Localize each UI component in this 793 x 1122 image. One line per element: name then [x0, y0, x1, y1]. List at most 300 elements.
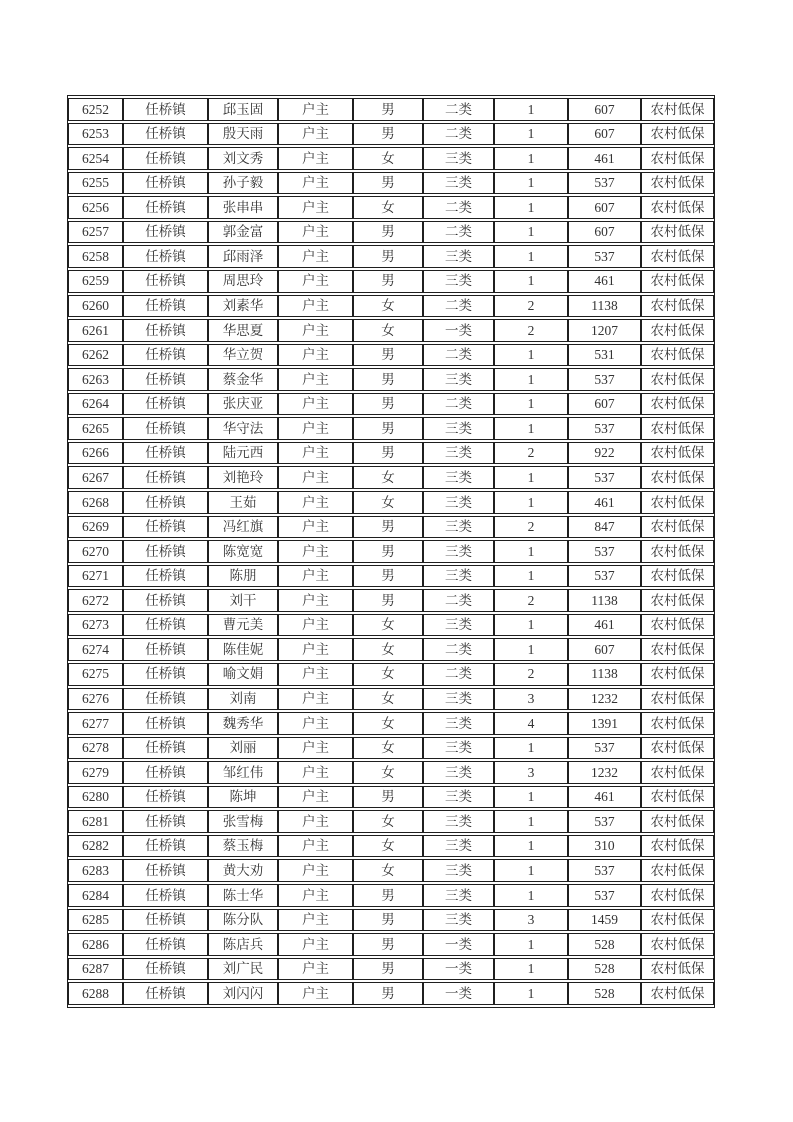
cell-category: 三类: [423, 270, 494, 293]
cell-assistance-type: 农村低保: [641, 172, 714, 195]
cell-category: 二类: [423, 393, 494, 416]
cell-relation-to-head: 户主: [278, 786, 353, 809]
cell-town: 任桥镇: [123, 884, 208, 907]
cell-category: 一类: [423, 958, 494, 981]
cell-gender: 女: [353, 196, 423, 219]
cell-gender: 女: [353, 491, 423, 514]
cell-assistance-type: 农村低保: [641, 614, 714, 637]
cell-town: 任桥镇: [123, 417, 208, 440]
cell-amount: 461: [568, 147, 641, 170]
cell-household-size: 1: [494, 196, 568, 219]
cell-household-size: 1: [494, 884, 568, 907]
cell-name: 陈士华: [208, 884, 278, 907]
cell-assistance-type: 农村低保: [641, 123, 714, 146]
cell-amount: 607: [568, 196, 641, 219]
cell-serial-number: 6260: [68, 295, 123, 318]
table-row: [68, 565, 714, 588]
cell-assistance-type: 农村低保: [641, 761, 714, 784]
cell-name: 邱玉固: [208, 98, 278, 121]
cell-amount: 537: [568, 172, 641, 195]
cell-assistance-type: 农村低保: [641, 884, 714, 907]
cell-household-size: 1: [494, 958, 568, 981]
cell-town: 任桥镇: [123, 491, 208, 514]
cell-name: 刘广民: [208, 958, 278, 981]
cell-serial-number: 6261: [68, 319, 123, 342]
table-row: [68, 810, 714, 833]
cell-gender: 男: [353, 884, 423, 907]
cell-amount: 607: [568, 98, 641, 121]
cell-assistance-type: 农村低保: [641, 147, 714, 170]
cell-relation-to-head: 户主: [278, 98, 353, 121]
cell-relation-to-head: 户主: [278, 663, 353, 686]
cell-town: 任桥镇: [123, 98, 208, 121]
cell-amount: 1459: [568, 909, 641, 932]
cell-gender: 女: [353, 712, 423, 735]
table-row: [68, 123, 714, 146]
cell-gender: 男: [353, 982, 423, 1005]
cell-household-size: 3: [494, 688, 568, 711]
cell-serial-number: 6252: [68, 98, 123, 121]
cell-relation-to-head: 户主: [278, 982, 353, 1005]
cell-town: 任桥镇: [123, 761, 208, 784]
cell-town: 任桥镇: [123, 933, 208, 956]
cell-household-size: 1: [494, 933, 568, 956]
cell-category: 二类: [423, 344, 494, 367]
cell-serial-number: 6279: [68, 761, 123, 784]
cell-gender: 男: [353, 786, 423, 809]
cell-category: 二类: [423, 638, 494, 661]
table-row: [68, 909, 714, 932]
cell-household-size: 1: [494, 810, 568, 833]
cell-serial-number: 6273: [68, 614, 123, 637]
cell-serial-number: 6278: [68, 737, 123, 760]
cell-assistance-type: 农村低保: [641, 368, 714, 391]
cell-serial-number: 6276: [68, 688, 123, 711]
cell-serial-number: 6253: [68, 123, 123, 146]
cell-town: 任桥镇: [123, 565, 208, 588]
cell-assistance-type: 农村低保: [641, 982, 714, 1005]
cell-household-size: 1: [494, 172, 568, 195]
cell-serial-number: 6277: [68, 712, 123, 735]
cell-town: 任桥镇: [123, 172, 208, 195]
cell-assistance-type: 农村低保: [641, 737, 714, 760]
cell-relation-to-head: 户主: [278, 368, 353, 391]
cell-amount: 1138: [568, 295, 641, 318]
cell-town: 任桥镇: [123, 393, 208, 416]
cell-gender: 男: [353, 123, 423, 146]
cell-gender: 女: [353, 810, 423, 833]
cell-town: 任桥镇: [123, 319, 208, 342]
cell-amount: 310: [568, 835, 641, 858]
cell-household-size: 2: [494, 516, 568, 539]
cell-household-size: 1: [494, 245, 568, 268]
cell-category: 三类: [423, 516, 494, 539]
cell-gender: 男: [353, 565, 423, 588]
cell-category: 三类: [423, 884, 494, 907]
cell-amount: 537: [568, 884, 641, 907]
table-row: [68, 368, 714, 391]
cell-serial-number: 6263: [68, 368, 123, 391]
cell-relation-to-head: 户主: [278, 565, 353, 588]
cell-amount: 461: [568, 491, 641, 514]
cell-gender: 女: [353, 761, 423, 784]
cell-category: 三类: [423, 172, 494, 195]
cell-serial-number: 6284: [68, 884, 123, 907]
cell-household-size: 2: [494, 663, 568, 686]
cell-town: 任桥镇: [123, 982, 208, 1005]
cell-name: 刘南: [208, 688, 278, 711]
cell-amount: 537: [568, 859, 641, 882]
cell-household-size: 1: [494, 786, 568, 809]
cell-household-size: 1: [494, 344, 568, 367]
cell-town: 任桥镇: [123, 516, 208, 539]
cell-household-size: 2: [494, 319, 568, 342]
cell-name: 刘丽: [208, 737, 278, 760]
cell-town: 任桥镇: [123, 688, 208, 711]
cell-town: 任桥镇: [123, 786, 208, 809]
cell-name: 周思玲: [208, 270, 278, 293]
cell-town: 任桥镇: [123, 196, 208, 219]
cell-assistance-type: 农村低保: [641, 344, 714, 367]
cell-gender: 女: [353, 319, 423, 342]
cell-relation-to-head: 户主: [278, 319, 353, 342]
table-row: [68, 712, 714, 735]
cell-household-size: 1: [494, 835, 568, 858]
cell-assistance-type: 农村低保: [641, 688, 714, 711]
cell-category: 三类: [423, 565, 494, 588]
cell-relation-to-head: 户主: [278, 344, 353, 367]
cell-town: 任桥镇: [123, 147, 208, 170]
cell-category: 三类: [423, 147, 494, 170]
cell-relation-to-head: 户主: [278, 761, 353, 784]
cell-gender: 女: [353, 295, 423, 318]
cell-assistance-type: 农村低保: [641, 491, 714, 514]
cell-amount: 607: [568, 393, 641, 416]
table-row: [68, 196, 714, 219]
cell-assistance-type: 农村低保: [641, 909, 714, 932]
cell-amount: 528: [568, 982, 641, 1005]
cell-town: 任桥镇: [123, 221, 208, 244]
cell-town: 任桥镇: [123, 245, 208, 268]
cell-relation-to-head: 户主: [278, 589, 353, 612]
cell-amount: 1138: [568, 663, 641, 686]
cell-gender: 男: [353, 540, 423, 563]
cell-category: 一类: [423, 319, 494, 342]
cell-gender: 女: [353, 737, 423, 760]
cell-assistance-type: 农村低保: [641, 295, 714, 318]
cell-serial-number: 6271: [68, 565, 123, 588]
cell-household-size: 1: [494, 540, 568, 563]
cell-assistance-type: 农村低保: [641, 810, 714, 833]
cell-name: 黄大劝: [208, 859, 278, 882]
cell-household-size: 2: [494, 295, 568, 318]
cell-serial-number: 6280: [68, 786, 123, 809]
cell-household-size: 4: [494, 712, 568, 735]
cell-name: 华思夏: [208, 319, 278, 342]
cell-assistance-type: 农村低保: [641, 786, 714, 809]
cell-relation-to-head: 户主: [278, 393, 353, 416]
cell-amount: 537: [568, 466, 641, 489]
cell-serial-number: 6262: [68, 344, 123, 367]
cell-household-size: 1: [494, 98, 568, 121]
cell-amount: 607: [568, 638, 641, 661]
records-table-body: [68, 98, 714, 1005]
cell-amount: 1232: [568, 761, 641, 784]
cell-assistance-type: 农村低保: [641, 589, 714, 612]
cell-serial-number: 6281: [68, 810, 123, 833]
table-row: [68, 221, 714, 244]
cell-relation-to-head: 户主: [278, 835, 353, 858]
cell-amount: 537: [568, 245, 641, 268]
cell-category: 二类: [423, 221, 494, 244]
cell-relation-to-head: 户主: [278, 442, 353, 465]
cell-name: 陈佳妮: [208, 638, 278, 661]
cell-name: 郭金富: [208, 221, 278, 244]
cell-category: 三类: [423, 368, 494, 391]
cell-assistance-type: 农村低保: [641, 859, 714, 882]
cell-town: 任桥镇: [123, 368, 208, 391]
cell-serial-number: 6259: [68, 270, 123, 293]
cell-relation-to-head: 户主: [278, 737, 353, 760]
cell-category: 三类: [423, 761, 494, 784]
cell-household-size: 1: [494, 638, 568, 661]
cell-name: 蔡金华: [208, 368, 278, 391]
cell-name: 王茹: [208, 491, 278, 514]
cell-amount: 847: [568, 516, 641, 539]
cell-serial-number: 6265: [68, 417, 123, 440]
cell-relation-to-head: 户主: [278, 540, 353, 563]
cell-gender: 男: [353, 442, 423, 465]
cell-category: 三类: [423, 835, 494, 858]
cell-name: 陈朋: [208, 565, 278, 588]
cell-serial-number: 6256: [68, 196, 123, 219]
cell-household-size: 1: [494, 859, 568, 882]
cell-serial-number: 6274: [68, 638, 123, 661]
cell-category: 三类: [423, 491, 494, 514]
table-row: [68, 958, 714, 981]
cell-household-size: 1: [494, 737, 568, 760]
cell-name: 刘闪闪: [208, 982, 278, 1005]
cell-assistance-type: 农村低保: [641, 417, 714, 440]
cell-name: 刘艳玲: [208, 466, 278, 489]
cell-gender: 女: [353, 614, 423, 637]
cell-gender: 男: [353, 417, 423, 440]
table-row: [68, 884, 714, 907]
table-row: [68, 540, 714, 563]
cell-name: 喻文娟: [208, 663, 278, 686]
cell-town: 任桥镇: [123, 958, 208, 981]
records-table: [67, 95, 715, 1008]
cell-category: 三类: [423, 614, 494, 637]
table-row: [68, 516, 714, 539]
table-row: [68, 835, 714, 858]
cell-amount: 531: [568, 344, 641, 367]
cell-gender: 男: [353, 245, 423, 268]
cell-town: 任桥镇: [123, 614, 208, 637]
cell-serial-number: 6266: [68, 442, 123, 465]
cell-gender: 男: [353, 393, 423, 416]
cell-category: 二类: [423, 196, 494, 219]
cell-name: 张串串: [208, 196, 278, 219]
cell-serial-number: 6285: [68, 909, 123, 932]
cell-assistance-type: 农村低保: [641, 319, 714, 342]
cell-household-size: 3: [494, 909, 568, 932]
cell-serial-number: 6288: [68, 982, 123, 1005]
cell-serial-number: 6275: [68, 663, 123, 686]
cell-category: 三类: [423, 810, 494, 833]
cell-gender: 男: [353, 98, 423, 121]
cell-amount: 922: [568, 442, 641, 465]
table-row: [68, 589, 714, 612]
table-row: [68, 319, 714, 342]
cell-relation-to-head: 户主: [278, 123, 353, 146]
cell-town: 任桥镇: [123, 810, 208, 833]
cell-relation-to-head: 户主: [278, 147, 353, 170]
cell-relation-to-head: 户主: [278, 196, 353, 219]
cell-gender: 男: [353, 909, 423, 932]
table-row: [68, 688, 714, 711]
cell-household-size: 1: [494, 417, 568, 440]
cell-relation-to-head: 户主: [278, 245, 353, 268]
cell-serial-number: 6287: [68, 958, 123, 981]
cell-gender: 男: [353, 516, 423, 539]
cell-relation-to-head: 户主: [278, 491, 353, 514]
cell-household-size: 1: [494, 982, 568, 1005]
table-row: [68, 172, 714, 195]
cell-amount: 461: [568, 786, 641, 809]
table-row: [68, 98, 714, 121]
cell-amount: 461: [568, 270, 641, 293]
cell-town: 任桥镇: [123, 466, 208, 489]
cell-gender: 女: [353, 859, 423, 882]
cell-assistance-type: 农村低保: [641, 958, 714, 981]
cell-town: 任桥镇: [123, 344, 208, 367]
cell-household-size: 1: [494, 393, 568, 416]
cell-gender: 女: [353, 466, 423, 489]
table-row: [68, 147, 714, 170]
cell-name: 陈店兵: [208, 933, 278, 956]
cell-gender: 男: [353, 344, 423, 367]
cell-gender: 男: [353, 933, 423, 956]
cell-household-size: 1: [494, 221, 568, 244]
cell-name: 刘文秀: [208, 147, 278, 170]
cell-category: 二类: [423, 663, 494, 686]
cell-amount: 537: [568, 737, 641, 760]
cell-assistance-type: 农村低保: [641, 245, 714, 268]
cell-name: 邹红伟: [208, 761, 278, 784]
cell-name: 华守法: [208, 417, 278, 440]
cell-serial-number: 6258: [68, 245, 123, 268]
cell-name: 陆元西: [208, 442, 278, 465]
cell-assistance-type: 农村低保: [641, 442, 714, 465]
cell-amount: 537: [568, 810, 641, 833]
cell-name: 魏秀华: [208, 712, 278, 735]
cell-town: 任桥镇: [123, 540, 208, 563]
cell-amount: 537: [568, 417, 641, 440]
cell-amount: 528: [568, 933, 641, 956]
cell-category: 二类: [423, 589, 494, 612]
cell-household-size: 1: [494, 368, 568, 391]
cell-name: 邱雨泽: [208, 245, 278, 268]
cell-amount: 537: [568, 368, 641, 391]
cell-household-size: 1: [494, 614, 568, 637]
cell-amount: 528: [568, 958, 641, 981]
cell-category: 三类: [423, 786, 494, 809]
cell-gender: 男: [353, 368, 423, 391]
cell-assistance-type: 农村低保: [641, 835, 714, 858]
cell-town: 任桥镇: [123, 712, 208, 735]
cell-relation-to-head: 户主: [278, 712, 353, 735]
cell-name: 张雪梅: [208, 810, 278, 833]
cell-amount: 1207: [568, 319, 641, 342]
cell-town: 任桥镇: [123, 737, 208, 760]
cell-category: 三类: [423, 688, 494, 711]
cell-gender: 女: [353, 147, 423, 170]
cell-name: 冯红旗: [208, 516, 278, 539]
cell-town: 任桥镇: [123, 663, 208, 686]
cell-relation-to-head: 户主: [278, 638, 353, 661]
cell-relation-to-head: 户主: [278, 933, 353, 956]
cell-name: 陈宽宽: [208, 540, 278, 563]
cell-category: 一类: [423, 933, 494, 956]
cell-gender: 男: [353, 270, 423, 293]
cell-relation-to-head: 户主: [278, 958, 353, 981]
cell-assistance-type: 农村低保: [641, 663, 714, 686]
cell-name: 蔡玉梅: [208, 835, 278, 858]
cell-relation-to-head: 户主: [278, 516, 353, 539]
cell-amount: 1232: [568, 688, 641, 711]
cell-serial-number: 6283: [68, 859, 123, 882]
cell-serial-number: 6282: [68, 835, 123, 858]
cell-town: 任桥镇: [123, 638, 208, 661]
cell-assistance-type: 农村低保: [641, 466, 714, 489]
cell-category: 三类: [423, 417, 494, 440]
cell-household-size: 1: [494, 270, 568, 293]
table-row: [68, 270, 714, 293]
cell-gender: 女: [353, 638, 423, 661]
table-row: [68, 737, 714, 760]
cell-serial-number: 6269: [68, 516, 123, 539]
cell-town: 任桥镇: [123, 859, 208, 882]
cell-town: 任桥镇: [123, 909, 208, 932]
cell-amount: 607: [568, 221, 641, 244]
cell-serial-number: 6254: [68, 147, 123, 170]
cell-assistance-type: 农村低保: [641, 540, 714, 563]
cell-gender: 男: [353, 221, 423, 244]
cell-amount: 537: [568, 540, 641, 563]
table-row: [68, 638, 714, 661]
cell-relation-to-head: 户主: [278, 810, 353, 833]
table-row: [68, 417, 714, 440]
cell-assistance-type: 农村低保: [641, 712, 714, 735]
cell-assistance-type: 农村低保: [641, 221, 714, 244]
cell-household-size: 3: [494, 761, 568, 784]
cell-town: 任桥镇: [123, 295, 208, 318]
cell-assistance-type: 农村低保: [641, 516, 714, 539]
cell-gender: 女: [353, 688, 423, 711]
table-row: [68, 859, 714, 882]
cell-serial-number: 6270: [68, 540, 123, 563]
cell-name: 刘干: [208, 589, 278, 612]
cell-town: 任桥镇: [123, 123, 208, 146]
cell-household-size: 1: [494, 147, 568, 170]
cell-category: 三类: [423, 712, 494, 735]
cell-name: 陈分队: [208, 909, 278, 932]
cell-household-size: 1: [494, 466, 568, 489]
cell-name: 殷天雨: [208, 123, 278, 146]
cell-relation-to-head: 户主: [278, 909, 353, 932]
cell-category: 三类: [423, 466, 494, 489]
